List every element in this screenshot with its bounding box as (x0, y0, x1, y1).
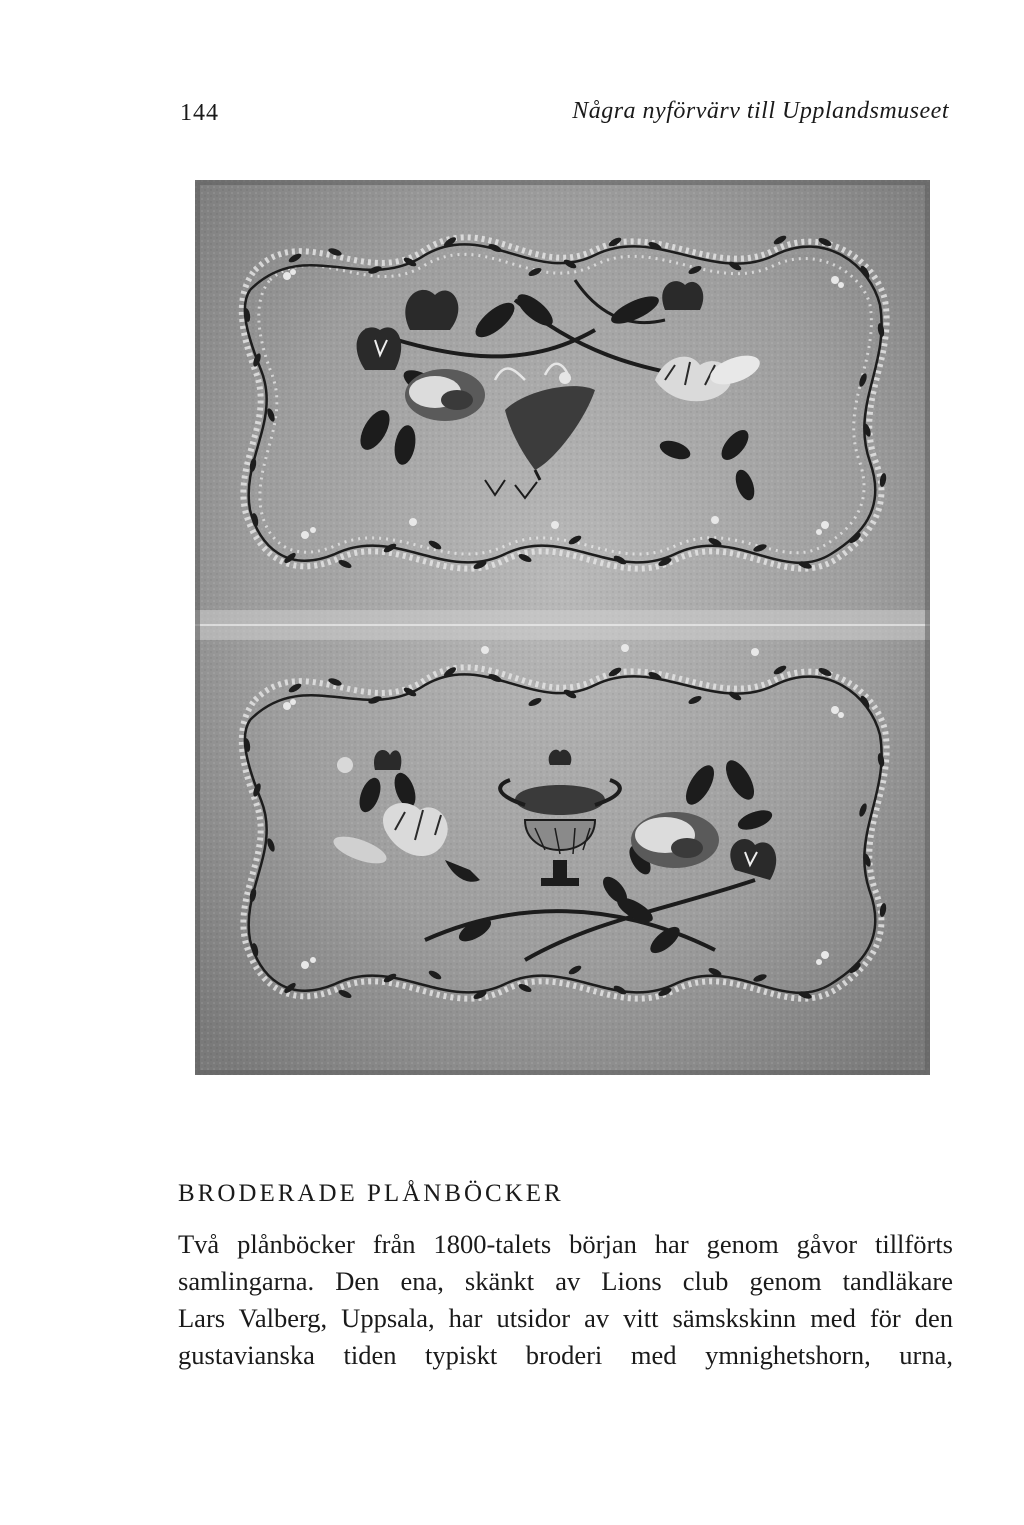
body-paragraph (178, 1226, 953, 1374)
embroidered-wallet-photograph (195, 180, 930, 1075)
tulip-flower-top (405, 290, 458, 330)
tulip-flower-right (662, 281, 703, 310)
body-line: samlingarna. Den ena, skänkt av Lions club genom tandläkare (178, 1266, 953, 1296)
body-line: gustavianska tiden typiskt broderi med ymnighetshorn, urna, (178, 1340, 953, 1370)
tulip-flower-left (357, 327, 402, 370)
rose-flower-right (631, 812, 719, 868)
section-heading: BRODERADE PLÅNBÖCKER (178, 1180, 564, 1207)
running-title: Några nyförvärv till Upplandsmuseet (572, 98, 949, 124)
page-number: 144 (180, 100, 219, 126)
rose-flower-left (405, 369, 485, 421)
body-line: Lars Valberg, Uppsala, har utsidor av vitt sämskskinn med för den (178, 1303, 953, 1333)
body-line: Två plånböcker från 1800-talets början har genom gåvor tillförts (178, 1229, 953, 1259)
